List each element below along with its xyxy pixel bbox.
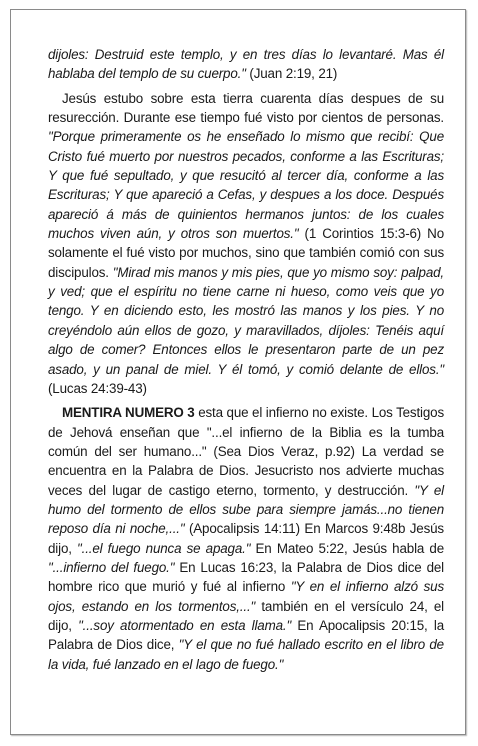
page-body <box>48 45 444 674</box>
body-text: En Mateo 5:22, Jesús habla de <box>250 540 444 556</box>
body-text: Jesús estubo sobre esta tierra cuarenta días despues de su resurección. Durante ese tiempo fué visto por cientos de personas. <box>48 90 444 126</box>
body-text: (Lucas 24:39-43) <box>48 380 147 396</box>
scripture-quote: "Y en el infierno alzó sus ojos, estando en los tormentos,..." <box>48 579 444 614</box>
body-text: (1 Corintios 15:3-6) No solamente el fué visto por muchos, sino que también comió con sus discipulos. <box>48 226 444 280</box>
paragraph-1 <box>48 45 444 84</box>
body-text: (Apocalipsis 14:11) En Marcos 9:48b Jesús dijo, <box>48 521 444 556</box>
body-text: también en el versículo 24, el dijo, <box>48 598 444 633</box>
paragraph-2 <box>48 89 444 399</box>
scripture-quote: dijoles: Destruid este templo, y en tres días lo levantaré. Mas él hablaba del templo de su cuerpo." <box>48 47 444 82</box>
scripture-quote: "...el fuego nunca se apaga." <box>77 540 251 556</box>
scripture-quote: "Porque primeramente os he enseñado lo mismo que recibí: Que Cristo fué muerto por nuestros pecados, conforme a las Escrituras; Y que fué sepultado, y que resucitó al tercer día, conforme a las Escrituras; Y que apareció a Cefas, y despues a los doce. Después apareció á más de quinientos hermanos juntos: de los cuales muchos viven aún, y otros son muertos." <box>48 129 444 242</box>
body-text: esta que el infierno no existe. Los Testigos de Jehová enseñan que "...el infierno de la Biblia es la tumba común del ser humano..." (Sea Dios Veraz, p.92) La verdad se encuentra en la Palabra de Dios. Jesucristo nos advierte muchas veces del lugar de castigo eterno, tormento, y destrucción. <box>48 405 445 498</box>
paragraph-3 <box>48 403 444 674</box>
scripture-quote: "...infierno del fuego." <box>48 559 175 575</box>
scripture-quote: "Mirad mis manos y mis pies, que yo mismo soy: palpad, y ved; que el espíritu no tiene carne ni hueso, como veis que yo tengo. Y en diciendo esto, les mostró las manos y los pies. Y no creyéndolo aún ellos de gozo, y maravillados, díjoles: Tenéis aquí algo de comer? Entonces ellos le presentaron parte de un pez asado, y un panal de miel. Y él tomó, y comió delante de ellos." <box>48 264 444 377</box>
book-page <box>10 9 466 735</box>
section-heading: MENTIRA NUMERO 3 <box>62 405 195 421</box>
scripture-quote: "Y el que no fué hallado escrito en el libro de la vida, fué lanzado en el lago de fuego." <box>48 637 444 672</box>
body-text: (Juan 2:19, 21) <box>245 66 338 82</box>
body-text: En Apocalipsis 20:15, la Palabra de Dios dice, <box>48 617 445 653</box>
scripture-quote: "...soy atormentado en esta llama." <box>78 617 292 633</box>
scripture-quote: "Y el humo del tormento de ellos sube para siempre jamás...no tienen reposo día ni noche,..." <box>48 482 444 537</box>
body-text: En Lucas 16:23, la Palabra de Dios dice del hombre rico que murió y fué al infierno <box>48 559 444 595</box>
